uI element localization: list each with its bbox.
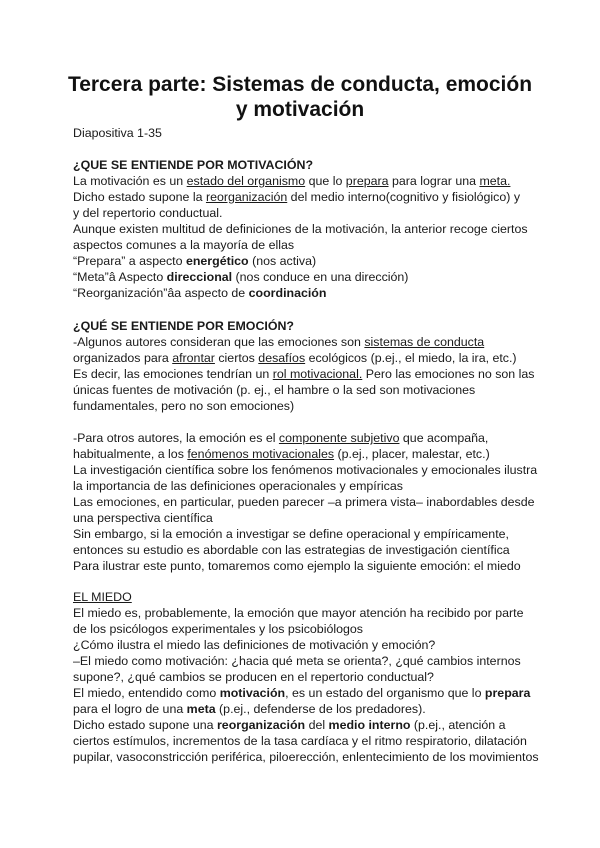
emocion-line: Las emociones, en particular, pueden parecer –a primera vista– inabordables desde <box>73 495 535 509</box>
motivacion-line: La motivación es un estado del organismo que lo prepara para lograr una meta. <box>73 174 511 188</box>
emocion-line: habitualmente, a los fenómenos motivacionales (p.ej., placer, malestar, etc.) <box>73 447 490 461</box>
motivacion-line: “Reorganización”âa aspecto de coordinación <box>73 286 327 300</box>
miedo-heading: EL MIEDO <box>73 590 132 604</box>
emocion-line: una perspectiva científica <box>73 511 213 525</box>
emocion-line: La investigación científica sobre los fenómenos motivacionales y emocionales ilustra <box>73 463 538 477</box>
title-line-1: Tercera parte: Sistemas de conducta, emoción <box>67 73 533 96</box>
motivacion-line: aspectos comunes a la mayoría de ellas <box>73 238 295 252</box>
emocion-line: únicas fuentes de motivación (p. ej., el hambre o la sed son motivaciones <box>73 383 476 397</box>
miedo-line: El miedo, entendido como motivación, es un estado del organismo que lo prepara <box>73 686 531 700</box>
miedo-line: supone?, ¿qué cambios se producen en el repertorio conductual? <box>73 670 434 684</box>
emocion-line: Es decir, las emociones tendrían un rol motivacional. Pero las emociones no son las <box>73 367 535 381</box>
miedo-line: para el logro de una meta (p.ej., defenderse de los predadores). <box>73 702 426 716</box>
emocion-line: -Algunos autores consideran que las emociones son sistemas de conducta <box>73 335 485 349</box>
miedo-line: Dicho estado supone una reorganización del medio interno (p.ej., atención a <box>73 718 506 732</box>
emocion-line: organizados para afrontar ciertos desafíos ecológicos (p.ej., el miedo, la ira, etc.) <box>73 351 517 365</box>
miedo-line: ¿Cómo ilustra el miedo las definiciones de motivación y emoción? <box>73 638 436 652</box>
motivacion-line: y del repertorio conductual. <box>73 206 223 220</box>
emocion-line: fundamentales, pero no son emociones) <box>73 399 295 413</box>
page-title <box>60 72 540 122</box>
motivacion-line: Aunque existen multitud de definiciones de la motivación, la anterior recoge ciertos <box>73 222 528 236</box>
miedo-line: –El miedo como motivación: ¿hacia qué meta se orienta?, ¿qué cambios internos <box>73 654 521 668</box>
motivacion-line: “Prepara” a aspecto energético (nos activa) <box>73 254 317 268</box>
emocion-heading: ¿QUÉ SE ENTIENDE POR EMOCIÓN? <box>73 319 294 333</box>
miedo-line: El miedo es, probablemente, la emoción que mayor atención ha recibido por parte <box>73 606 524 620</box>
emocion-line: la importancia de las definiciones operacionales y empíricas <box>73 479 403 493</box>
subtitle: Diapositiva 1-35 <box>73 126 162 140</box>
motivacion-heading: ¿QUE SE ENTIENDE POR MOTIVACIÓN? <box>73 158 314 172</box>
emocion-line: Para ilustrar este punto, tomaremos como ejemplo la siguiente emoción: el miedo <box>73 559 521 573</box>
motivacion-line: “Meta”â Aspecto direccional (nos conduce en una dirección) <box>73 270 409 284</box>
title-line-2: y motivación <box>235 98 365 121</box>
miedo-line: ciertos estímulos, incrementos de la tasa cardíaca y el ritmo respiratorio, dilatación <box>73 734 527 748</box>
emocion-line: -Para otros autores, la emoción es el componente subjetivo que acompaña, <box>73 431 489 445</box>
miedo-line: de los psicólogos experimentales y los psicobiólogos <box>73 622 363 636</box>
motivacion-line: Dicho estado supone la reorganización del medio interno(cognitivo y fisiológico) y <box>73 190 521 204</box>
miedo-line: pupilar, vasoconstricción periférica, piloerección, enlentecimiento de los movimientos <box>73 750 539 764</box>
emocion-line: Sin embargo, si la emoción a investigar se define operacional y empíricamente, <box>73 527 509 541</box>
emocion-line: entonces su estudio es abordable con las estrategias de investigación científica <box>73 543 510 557</box>
